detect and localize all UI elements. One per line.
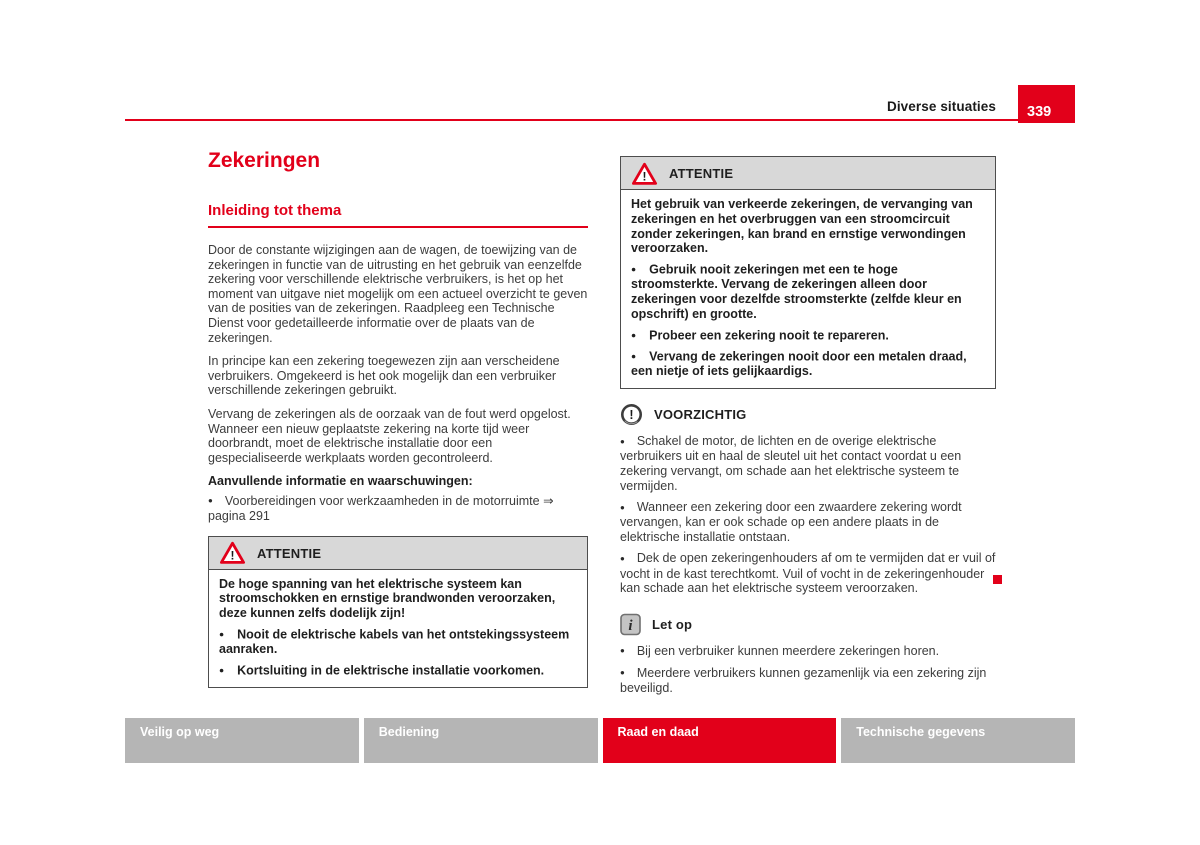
info-icon [620, 613, 641, 636]
header-rule [125, 119, 1075, 121]
end-of-section-marker [993, 575, 1002, 584]
warning-intro: Het gebruik van verkeerde zekeringen, de vervanging van zekeringen en het overbruggen van een stroomcircuit zonder zekeringen, kan brand en ernstige verwondingen veroorzaken. [631, 197, 973, 256]
warning-item: ● Vervang de zekeringen nooit door een metalen draad, een nietje of iets gelijkaardigs. [631, 349, 985, 379]
paragraph: Door de constante wijzigingen aan de wagen, de toewijzing van de zekeringen in functie van de uitrusting en het gebruik van eenzelfde zekering voor verschillende elektrische verbruikers, is het op het moment van uitgave niet mogelijk om een actueel overzicht te geven van de posities van de zekeringen. Raadpleeg een Technische Dienst voor gedetailleerde informatie over de plaats van de zekeringen. [208, 243, 588, 345]
caution-circle-icon [620, 403, 643, 426]
warning-item: ● Probeer een zekering nooit te repareren. [631, 328, 985, 343]
attention-box-header [621, 157, 995, 190]
warning-intro: De hoge spanning van het elektrische systeem kan stroomschokken en ernstige brandwonden veroorzaken, deze kunnen zelfs dodelijk zijn! [219, 576, 556, 621]
right-column [620, 156, 996, 702]
note-item: ● Meerdere verbruikers kunnen gezamenlijk via een zekering zijn beveiligd. [620, 666, 996, 696]
attention-box-header [209, 537, 587, 570]
tab-raad-en-daad[interactable]: Raad en daad [603, 718, 837, 763]
page-number: 339 [1027, 104, 1052, 120]
attention-box-body [209, 570, 587, 688]
attention-label: ATTENTIE [257, 545, 322, 561]
note-item: ● Bij een verbruiker kunnen meerdere zekeringen horen. [620, 644, 996, 659]
attention-box-left [208, 536, 588, 689]
warning-triangle-icon [219, 541, 246, 565]
note-section-header [620, 613, 996, 636]
svg-text:!: ! [642, 169, 647, 183]
warning-item: ● Gebruik nooit zekeringen met een te hoge stroomsterkte. Vervang de zekeringen alleen door zekeringen voor dezelfde stroomsterkte (zelfde kleur en opschrift) en grootte. [631, 262, 985, 322]
svg-text:!: ! [629, 408, 634, 423]
svg-text:!: ! [230, 548, 235, 563]
attention-label: ATTENTIE [669, 166, 734, 181]
caution-item: ● Wanneer een zekering door een zwaardere zekering wordt vervangen, kan er ook schade op een andere plaats in de elektrische installatie ontstaan. [620, 500, 996, 544]
warning-triangle-icon [631, 162, 658, 186]
caution-item: ● Dek de open zekeringenhouders af om te vermijden dat er vuil of vocht in de kast terechtkomt. Vuil of vocht in de zekeringenhouder kan schade aan het elektrische systeem veroorzaken. [620, 551, 996, 595]
topic-subtitle: Inleiding tot thema [208, 202, 588, 228]
svg-text:i: i [628, 617, 633, 634]
warning-item: ● Nooit de elektrische kabels van het ontstekingssysteem aanraken. [219, 627, 577, 657]
warning-item: ● Kortsluiting in de elektrische installatie voorkomen. [219, 663, 577, 678]
caution-section-header [620, 403, 996, 426]
page-number-box [1018, 85, 1075, 123]
paragraph: Vervang de zekeringen als de oorzaak van de fout werd opgelost. Wanneer een nieuw geplaatste zekering na korte tijd weer doorbrandt, moet de elektrische installatie door een gespecialiseerde werkplaats worden gecontroleerd. [208, 406, 571, 465]
caution-item: ● Schakel de motor, de lichten en de overige elektrische verbruikers uit en haal de sleutel uit het contact voordat u een zekering vervangt, om schade aan het elektrische systeem te vermijden. [620, 434, 996, 493]
paragraph: In principe kan een zekering toegewezen zijn aan verscheidene verbruikers. Omgekeerd is het ook mogelijk dan een verbruiker verschillende zekeringen gebruikt. [208, 354, 560, 398]
chapter-title: Zekeringen [208, 149, 321, 172]
attention-box-right [620, 156, 996, 389]
footer-tab-bar [125, 718, 1075, 763]
left-column [208, 149, 588, 688]
tab-technische-gegevens[interactable]: Technische gegevens [841, 718, 1075, 763]
note-label: Let op [652, 616, 693, 632]
section-title: Diverse situaties [886, 99, 996, 114]
caution-label: VOORZICHTIG [654, 407, 747, 423]
additional-info-heading: Aanvullende informatie en waarschuwingen: [208, 474, 473, 489]
cross-reference-item: ● Voorbereidingen voor werkzaamheden in de motorruimte ⇒ pagina 291 [208, 494, 588, 524]
tab-veilig-op-weg[interactable]: Veilig op weg [125, 718, 359, 763]
tab-bediening[interactable]: Bediening [364, 718, 598, 763]
attention-box-body [621, 190, 995, 388]
